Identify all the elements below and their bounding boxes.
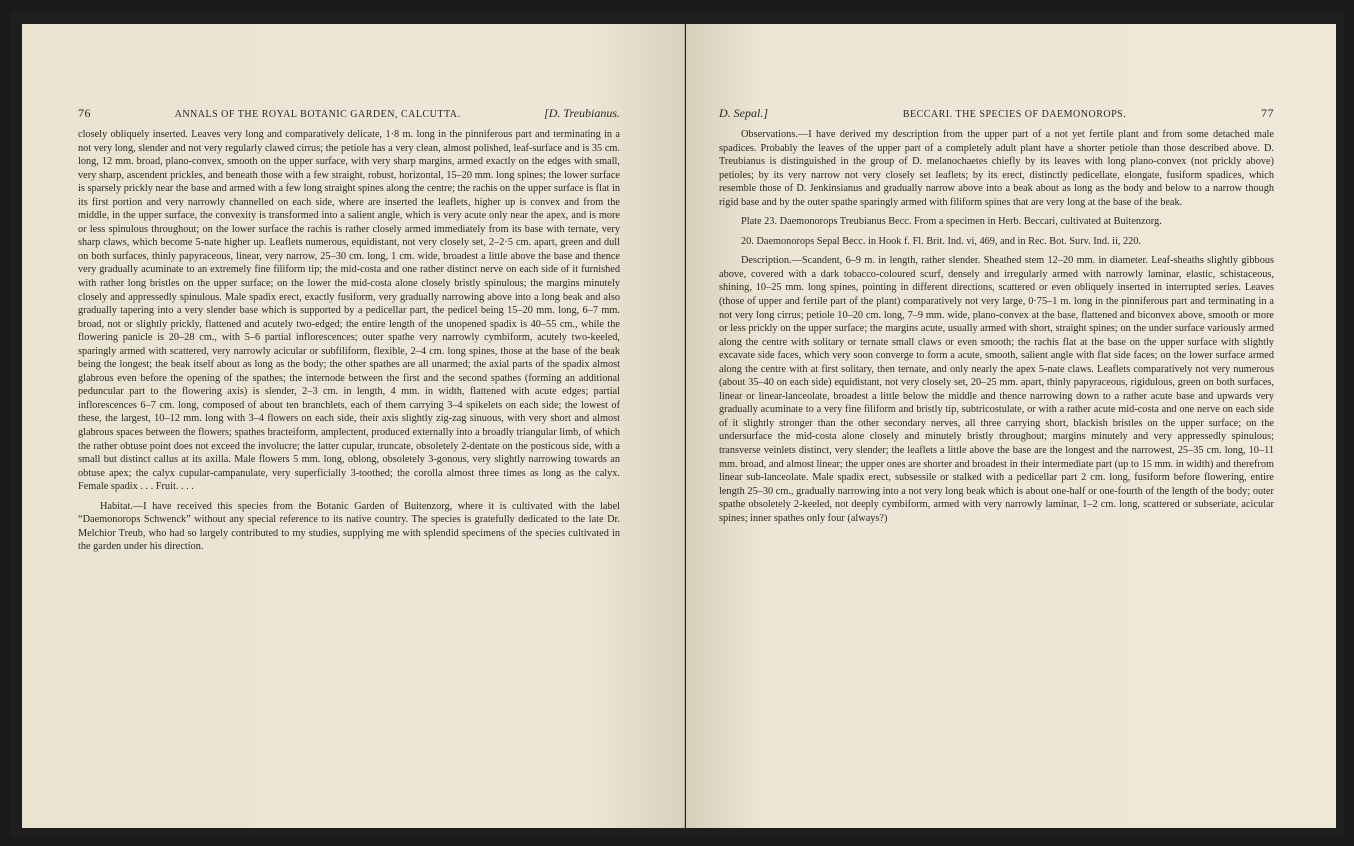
right-text-block bbox=[719, 128, 1274, 531]
right-page bbox=[686, 24, 1336, 828]
right-paragraph-description: Description.—Scandent, 6–9 m. in length, rather slender. Sheathed stem 12–20 mm. in diameter. Leaf-sheaths slightly gibbous above, covered with a dark tobacco-coloured scurf, densely and irregularly armed with narrowly laminar, elastic, schistaceous, shining, 10–25 mm. long spines, pointing in different directions, scattered or even obliquely inserted in interrupted series. Leaves (those of upper and fertile part of the plant) comparatively not very large, 0·75–1 m. long in the pinniferous part and terminating in a not very long cirrus; petiole 10–20 cm. long, 7–9 mm. wide, plano-convex at the base, flattened and biconvex above, smooth or more or less prickly on the upper surface; the margins acute, usually armed with short, straight spines; on the under surface variously armed along the centre with solitary or ternate small claws or even smooth; the rachis flat at the base on the upper surface with slightly excavate side faces, which very soon converge to form a acute, smooth, salient angle with flat side faces; on the lower surface armed along the centre with at first solitary, then ternate, and only nearly the apex 5-nate claws. Leaflets comparatively not very numerous (about 35–40 on each side) equidistant, not very closely set, 20–25 mm. apart, thinly papyraceous, rigidulous, green on both surfaces, linear or linear-lanceolate, broadest a little below the middle and thence narrowing down to a rather acute base and upwards very gradually acuminate to a very fine filiform and bristly tip, subtricostulate, or with a rather acute mid-costa and one nerve on each side of it slightly stronger than the other secondary nerves, all three carrying short, blackish bristles on the upper surface; on the undersurface the mid-costa alone closely and minutely bristly throughout; margins minutely and very appressedly spinulous; transverse veinlets distinct, very slender; the leaflets a little above the base are the longest and the narrowest, 25–35 cm. long, 10–11 mm. broad, and almost linear; the upper ones are shorter and broadest in their intermediate part (up to 15 mm. in width) and therefrom linear sub-lanceolate. Male spadix erect, subsessile or stalked with a pedicellar part 2 cm. long, fusiform before flowering, entire length 25–30 cm., gradually narrowing into a not very long beak which is about one-half or one-fourth of the length of the body; outer spathe obsoletely 2-keeled, not deeply cymbiform, armed with very narrowly laminar, 1–2 cm. long, scattered or subseriate, acicular spines; inner spathes only four (always?) bbox=[719, 255, 1274, 524]
left-paragraph-habitat: Habitat.—I have received this species from the Botanic Garden of Buitenzorg, where it is cultivated with the label “Daemonorops Schwenck” without any special reference to its native country. The species is gratefully dedicated to the late Dr. Melchior Treub, who had so largely contributed to my studies, supplying me with splendid specimens of the species cultivated in the garden under his direction. bbox=[78, 500, 620, 553]
left-text-block bbox=[78, 128, 620, 560]
right-running-header bbox=[719, 106, 1274, 121]
right-species-tag: D. Sepal.] bbox=[719, 106, 768, 120]
right-paragraph-observations: Observations.—I have derived my description from the upper part of a not yet fertile plant and from some detached male spadices. Probably the leaves of the upper part of a completely adult plant have a shorter petiole than those described above. D. Treubianus is distinguished in the group of D. melanochaetes chiefly by its leaves with long plano-convex (not prickly above) petioles; by its very narrow not very closely set leaflets; by its erect, distinctly pedicellate, elongate, fusiform spadices, which resemble those of D. Jenkinsianus and gradually narrow above into a beak about as long as the body and below to a narrow though rigid base and by the outer spathe sparingly armed with filiform spines that are very long at the base of the beak. bbox=[719, 129, 1274, 208]
book-spread bbox=[10, 10, 1344, 838]
right-paragraph-species-heading: 20. Daemonorops Sepal Becc. in Hook f. Fl. Brit. Ind. vi, 469, and in Rec. Bot. Surv. Ind. ii, 220. bbox=[741, 235, 1142, 247]
left-paragraph-description: closely obliquely inserted. Leaves very long and comparatively delicate, 1·8 m. long in the pinniferous part and terminating in a not very long, slender and not very regularly clawed cirrus; the petiole has a very clean, almost polished, leaf-surface and is 35 cm. long, 12 mm. broad, plano-convex, smooth on the upper surface, with very sharp margins, armed exactly on the edges with small, very sharp, ascendent prickles, and beneath those with a few straight, robust, horizontal, 15–20 mm. long spines; the lower surface is sparsely prickly near the base and armed with a few long straight spines along the centre; the rachis on the upper surface is flat in its first portion and very narrowly channelled on each side, where are inserted the leaflets, higher up is convex and from the middle, in the upper surface, the convexity is transformed into a salient angle, which is very acute only near the apex, and is more or less spinulous throughout; on the lower surface the rachis is rather closely armed immediately from its base with ternate, very sharp claws, which become 5-nate higher up. Leaflets numerous, equidistant, not very closely set, 2–2·5 cm. apart, green and dull on both surfaces, thinly papyraceous, linear, very narrow, 25–30 cm. long, 1 cm. wide, broadest a little above the base and thence very gradually acuminate to an extremely fine filiform tip; the mid-costa and one rather distinct nerve on each side of it furnished with rather long bristles on the upper surface; on the lower the mid-costa alone closely bristly spinulous; the margins minutely closely and appressedly spinulous. Male spadix erect, exactly fusiform, very gradually narrowing above into a long beak and also gradually tapering into a very slender base which is supported by a pedicellar part, the pedicel being 15–20 mm. long, 6–7 mm. broad, not or slightly prickly, flattened and acutely two-edged; the entire length of the unopened spadix is 40–55 cm., while the flowering panicle is 20–28 cm., with 5–6 partial inflorescences; outer spathe very narrowly cymbiform, acutely two-keeled, sparingly armed with scattered, very narrowly acicular or subfiliform, flexible, 2–4 cm. long spines, those at the base of the beak being the longest; the beak itself about as long as the body; the other spathes are all unarmed; the axial parts of the spadix almost glabrous even before the opening of the spathes; the internode between the first and the second spathes (forming an additional peduncular part to the flowering axis) is slender, 2–3 cm. in length, 4 mm. in width, flattened with acute edges; partial inflorescences 6–7 cm. long, composed of about ten branchlets, each of them carrying 3–4 spikelets on each side; the lowest of these, the largest, 10–12 mm. long with 3–4 flowers on each side, their axis slightly zig-zag sinuous, with very short and almost glabrous spaces between the flowers; spathes bracteiform, amplectent, produced externally into a broadly triangular limb, of which the rather obtuse point does not exceed the involucre; the latter cupular, truncate, obsoletely 2-dentate on the posticous side, with a small but distinct callus at its axilla. Male flowers 5 mm. long, oblong, obsoletely 3-gonous, very slightly narrowing towards an obtuse apex; the calyx cupular-campanulate, very superficially 3-toothed; the corolla almost three times as long as the calyx. Female spadix . . . Fruit. . . . bbox=[78, 129, 620, 493]
left-page bbox=[22, 24, 685, 828]
right-running-head: BECCARI. THE SPECIES OF DAEMONOROPS. bbox=[902, 109, 1127, 120]
right-page-number: 77 bbox=[1261, 106, 1274, 120]
left-page-number: 76 bbox=[78, 106, 91, 120]
left-species-tag: [D. Treubianus. bbox=[544, 106, 620, 120]
left-running-header bbox=[78, 106, 620, 121]
left-running-head: ANNALS OF THE ROYAL BOTANIC GARDEN, CALCUTTA. bbox=[174, 109, 461, 120]
right-paragraph-plate: Plate 23. Daemonorops Treubianus Becc. From a specimen in Herb. Beccari, cultivated at Buitenzorg. bbox=[741, 216, 1162, 228]
